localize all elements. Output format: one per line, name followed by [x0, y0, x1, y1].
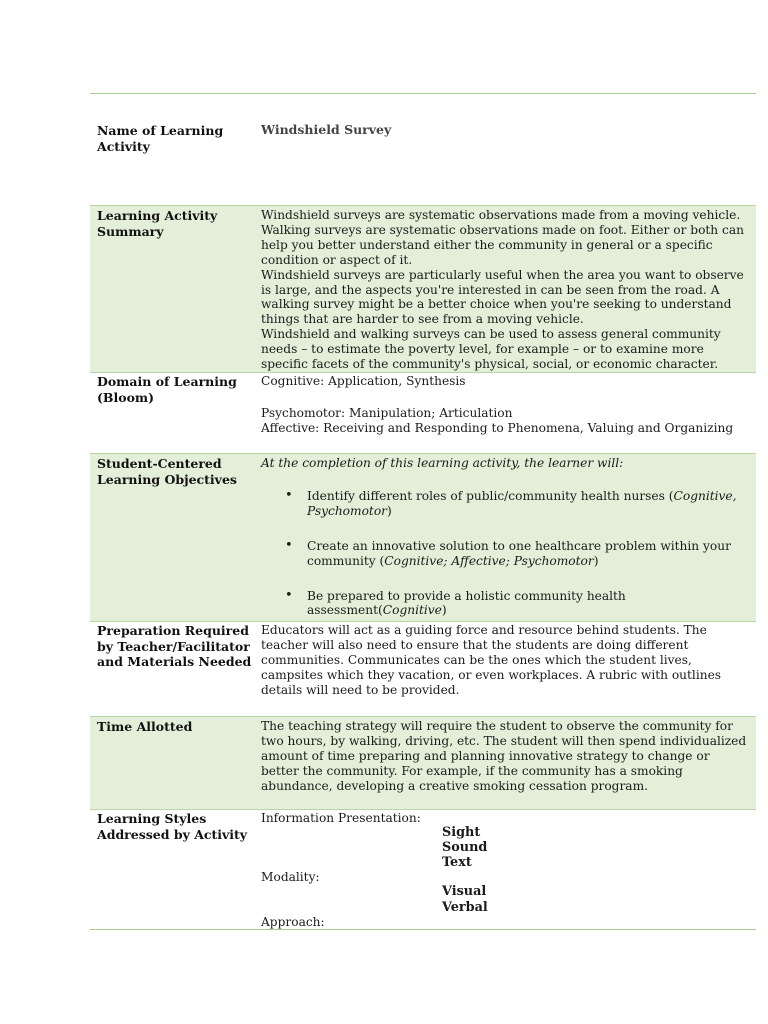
modality-label: Modality:	[261, 870, 320, 884]
modality-item: Visual	[442, 884, 487, 899]
list-item: • Create an innovative solution to one healthcare problem within your community (Cognitive; Affective; Psychomotor)	[261, 539, 749, 569]
domain-text	[261, 374, 749, 436]
domain-affective: Affective: Receiving and Responding to Phenomena, Valuing and Organizing	[261, 420, 734, 435]
label-learning-objectives: Student-Centered Learning Objectives	[97, 456, 237, 487]
label-activity-summary: Learning Activity Summary	[97, 208, 218, 239]
row-time-allotted	[90, 716, 756, 810]
objectives-intro: At the completion of this learning activity, the learner will:	[261, 456, 624, 470]
objectives-list	[261, 489, 749, 618]
list-item: • Be prepared to provide a holistic community health assessment(Cognitive)	[261, 589, 749, 619]
domain-cognitive: Cognitive: Application, Synthesis	[261, 374, 466, 388]
row-preparation	[90, 621, 756, 717]
modality-item: Verbal	[442, 900, 488, 915]
learning-styles-content	[261, 811, 749, 929]
row-name-of-activity	[90, 121, 756, 207]
presentation-item: Text	[442, 855, 472, 870]
label-domain-of-learning: Domain of Learning (Bloom)	[97, 374, 237, 405]
summary-paragraph: Windshield surveys are systematic observations made from a moving vehicle. Walking surveys are systematic observations made on foot. Either or both can help you better understand either the community in general or a specific condition or aspect of it.	[261, 208, 744, 267]
objectives-text	[261, 456, 749, 618]
domain-psychomotor: Psychomotor: Manipulation; Articulation	[261, 405, 513, 420]
list-item: • Identify different roles of public/community health nurses (Cognitive, Psychomotor)	[261, 489, 749, 519]
bottom-rule	[90, 929, 756, 930]
time-allotted-text: The teaching strategy will require the student to observe the community for two hours, by walking, driving, etc. The student will then spend individualized amount of time preparing and planning innovative strategy to change or better the community. For example, if the community has a smoking abundance, developing a creative smoking cessation program.	[261, 719, 747, 793]
top-rule	[90, 93, 756, 94]
presentation-label: Information Presentation:	[261, 811, 421, 825]
summary-text	[261, 208, 749, 372]
value-activity-name	[261, 123, 749, 138]
row-activity-summary	[90, 205, 756, 373]
activity-name: Windshield Survey	[261, 122, 392, 137]
preparation-text: Educators will act as a guiding force and resource behind students. The teacher will also need to ensure that the students are doing different communities. Communicates can be the ones which the student lives, campsites which they vacation, or even workplaces. A rubric with outlines details will need to be provided.	[261, 623, 722, 697]
label-name-of-activity: Name of Learning Activity	[97, 123, 224, 154]
row-learning-objectives	[90, 453, 756, 622]
label-preparation: Preparation Required by Teacher/Facilitator and Materials Needed	[97, 623, 252, 669]
label-learning-styles: Learning Styles Addressed by Activity	[97, 811, 248, 842]
presentation-item: Sound	[442, 840, 488, 855]
summary-paragraph: Windshield surveys are particularly useful when the area you want to observe is large, and the aspects you're interested in can be seen from the road. A walking survey might be a better choice when you're seeking to understand things that are harder to see from a moving vehicle.	[261, 267, 744, 327]
row-domain-of-learning	[90, 372, 756, 454]
summary-paragraph: Windshield and walking surveys can be used to assess general community needs – to estimate the poverty level, for example – or to examine more specific facets of the community's physical, social, or economic character.	[261, 327, 721, 372]
presentation-item: Sight	[442, 825, 481, 840]
row-learning-styles	[90, 809, 756, 929]
label-time-allotted: Time Allotted	[97, 719, 193, 734]
approach-label: Approach:	[261, 915, 325, 929]
